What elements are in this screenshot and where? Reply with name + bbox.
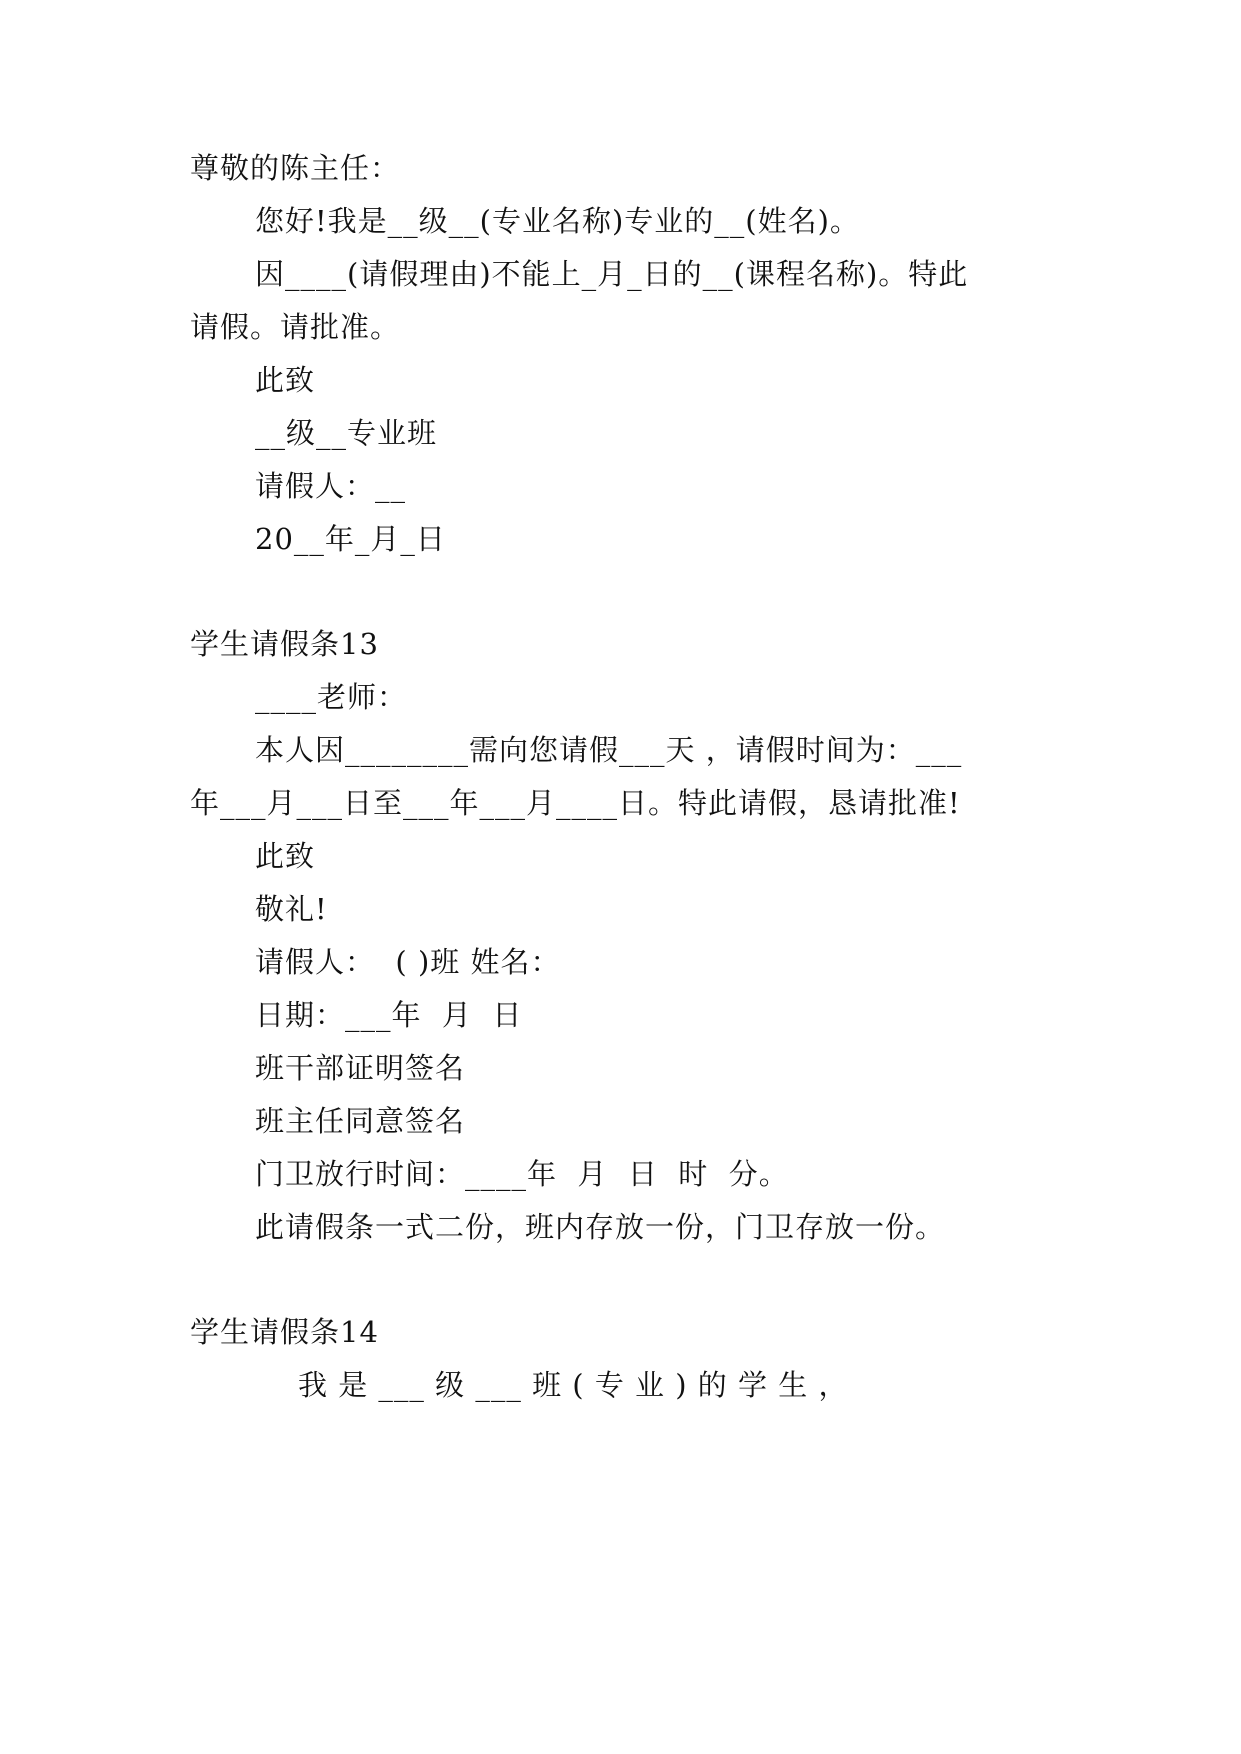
letter2-date: 日期：___年 月 日 — [255, 998, 523, 1032]
letter1-body-line1: 因____(请假理由)不能上_月_日的__(课程名称)。特此 — [255, 257, 969, 291]
letter1-class: __级__专业班 — [255, 416, 438, 450]
letter2-gate-time: 门卫放行时间：____年 月 日 时 分。 — [255, 1157, 789, 1191]
letter2-body-line1: 本人因________需向您请假___天 ，请假时间为：___ — [255, 733, 963, 767]
letter2-body-line2: 年___月___日至___年___月____日。特此请假，恳请批准! — [190, 786, 961, 820]
letter1-salutation: 尊敬的陈主任： — [190, 151, 401, 185]
letter3-title: 学生请假条14 — [190, 1315, 379, 1349]
letter1-body-line2: 请假。请批准。 — [190, 310, 401, 344]
letter2-note: 此请假条一式二份，班内存放一份，门卫存放一份。 — [255, 1210, 946, 1244]
letter1-greeting: 您好!我是__级__(专业名称)专业的__(姓名)。 — [255, 204, 860, 238]
letter2-title: 学生请假条13 — [190, 627, 379, 661]
letter2-applicant: 请假人： ( )班 姓名： — [255, 945, 561, 979]
letter2-teacher-sign: 班主任同意签名 — [255, 1104, 466, 1138]
letter2-closing2: 敬礼! — [255, 892, 328, 926]
letter2-monitor-sign: 班干部证明签名 — [255, 1051, 466, 1085]
letter2-salutation: ____老师： — [255, 680, 408, 714]
letter1-closing: 此致 — [255, 363, 316, 397]
letter1-date: 20__年_月_日 — [255, 522, 446, 556]
letter1-applicant: 请假人：__ — [255, 469, 407, 503]
letter2-closing1: 此致 — [255, 839, 316, 873]
letter3-body-line1: 我 是 ___ 级 ___ 班 ( 专 业 ) 的 学 生 ， — [298, 1368, 849, 1402]
